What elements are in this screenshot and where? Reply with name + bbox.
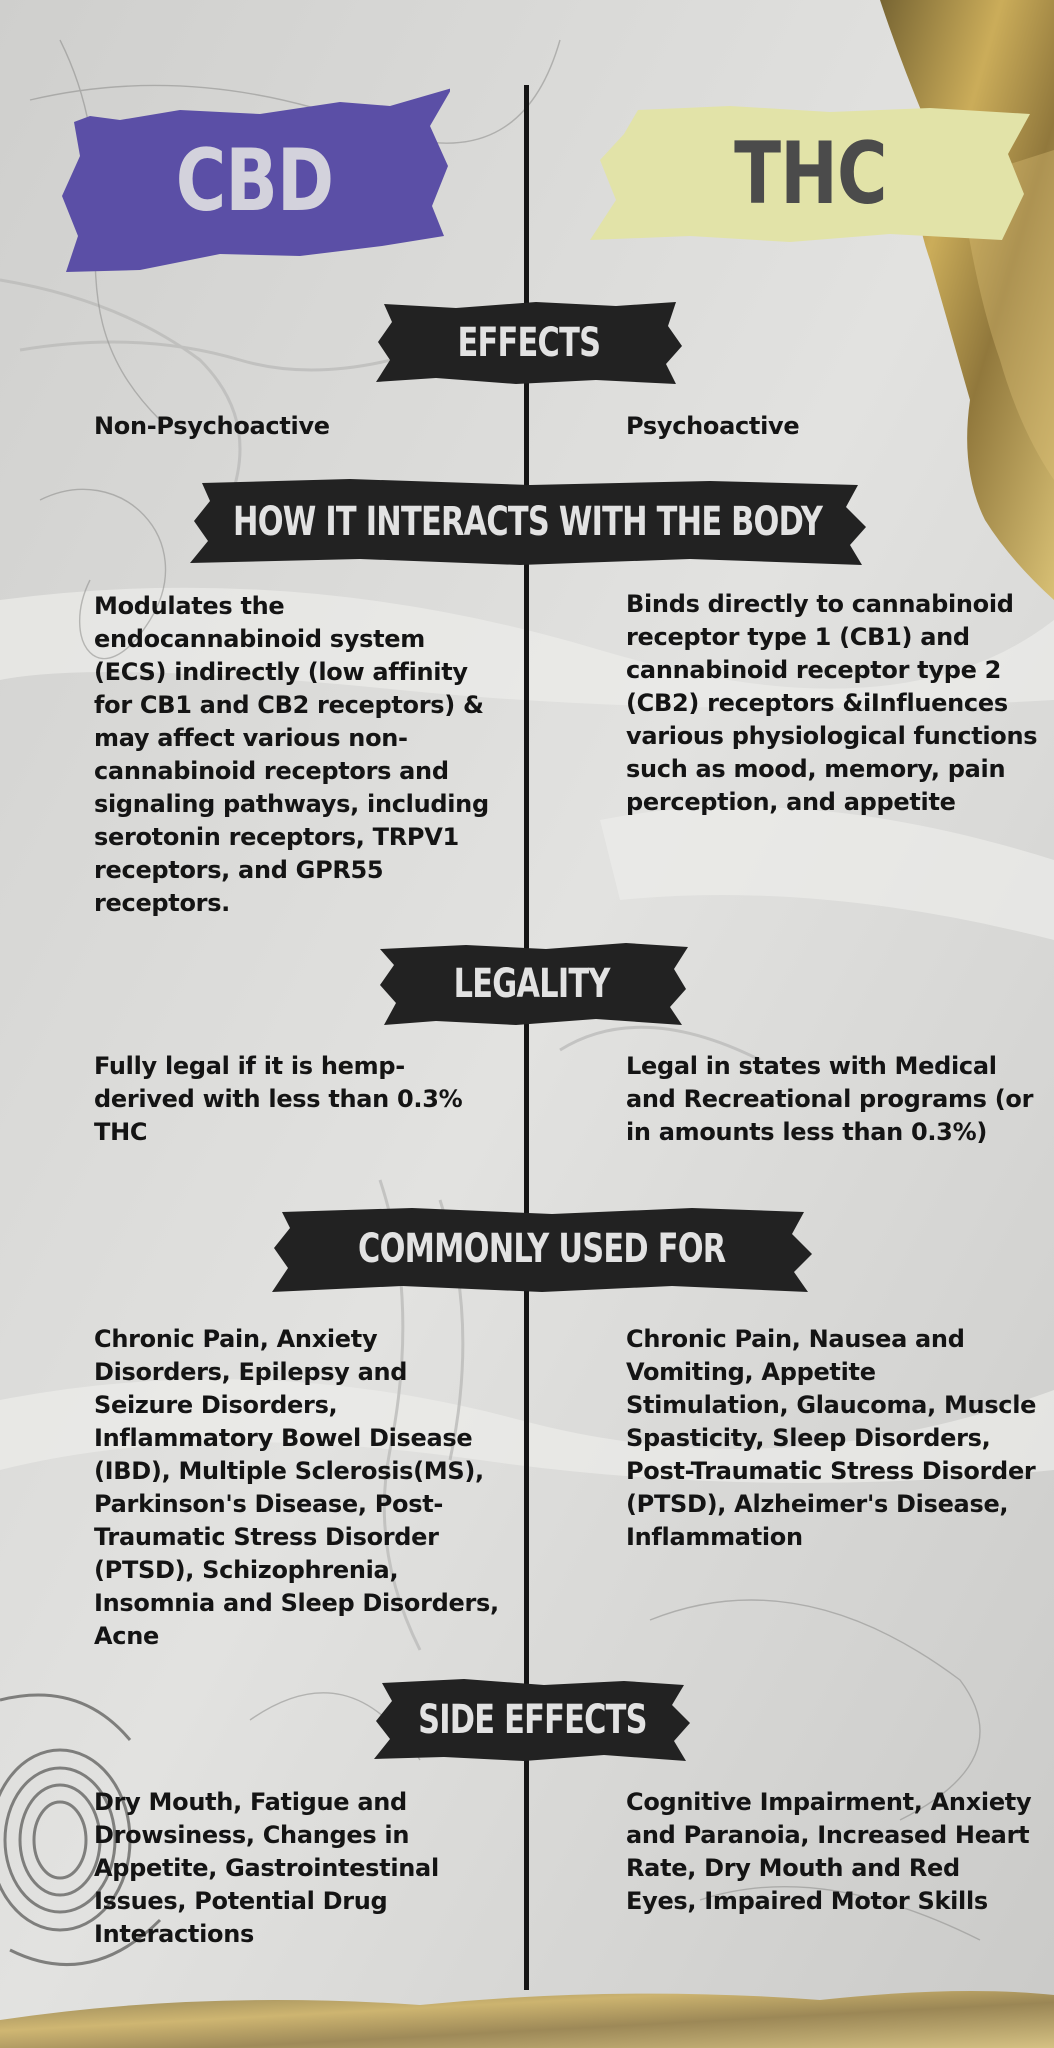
section-header-legality (376, 943, 688, 1025)
cbd-legality-text: Fully legal if it is hemp-derived with less than 0.3% THC (94, 1052, 463, 1146)
thc-title-tape (590, 104, 1030, 244)
section-header-side-effects (374, 1679, 690, 1761)
cbd-effects-text: Non-Psychoactive (94, 412, 330, 440)
section-header-label: SIDE EFFECTS (417, 1697, 647, 1743)
section-header-label: HOW IT INTERACTS WITH THE BODY (233, 499, 823, 545)
thc-legality-text: Legal in states with Medical and Recreational programs (or in amounts less than 0.3%) (626, 1052, 1034, 1146)
section-header-label: LEGALITY (454, 961, 610, 1007)
cbd-side-effects-text: Dry Mouth, Fatigue and Drowsiness, Changes in Appetite, Gastrointestinal Issues, Potential Drug Interactions (94, 1788, 439, 1948)
thc-title: THC (733, 124, 887, 224)
thc-side-effects-text: Cognitive Impairment, Anxiety and Paranoia, Increased Heart Rate, Dry Mouth and Red Eyes, Impaired Motor Skills (626, 1788, 1032, 1915)
section-header-label: COMMONLY USED FOR (358, 1226, 726, 1272)
cbd-interaction-text: Modulates the endocannabinoid system (ECS) indirectly (low affinity for CB1 and CB2 receptors) & may affect various non-cannabinoid receptors and signaling pathways, including serotonin receptors, TRPV1 receptors, and GPR55 receptors. (94, 592, 489, 917)
cbd-uses-text: Chronic Pain, Anxiety Disorders, Epilepsy and Seizure Disorders, Inflammatory Bowel Disease (IBD), Multiple Sclerosis(MS), Parkinson's Disease, Post-Traumatic Stress Disorder (PTSD), Schizophrenia, Insomnia and Sleep Disorders, Acne (94, 1325, 499, 1650)
cbd-title-tape (60, 86, 450, 276)
section-header-interaction (190, 479, 866, 565)
thc-interaction-text: Binds directly to cannabinoid receptor type 1 (CB1) and cannabinoid receptor type 2 (CB2) receptors &iInfluences various physiological functions such as mood, memory, pain perception, and appetite (626, 590, 1038, 816)
cbd-title: CBD (176, 131, 334, 231)
section-header-common-uses (272, 1206, 812, 1292)
section-header-effects (376, 302, 682, 384)
section-header-label: EFFECTS (457, 320, 601, 366)
thc-effects-text: Psychoactive (626, 412, 800, 440)
thc-uses-text: Chronic Pain, Nausea and Vomiting, Appetite Stimulation, Glaucoma, Muscle Spasticity, Sleep Disorders, Post-Traumatic Stress Disorder (PTSD), Alzheimer's Disease, Inflammation (626, 1325, 1037, 1551)
